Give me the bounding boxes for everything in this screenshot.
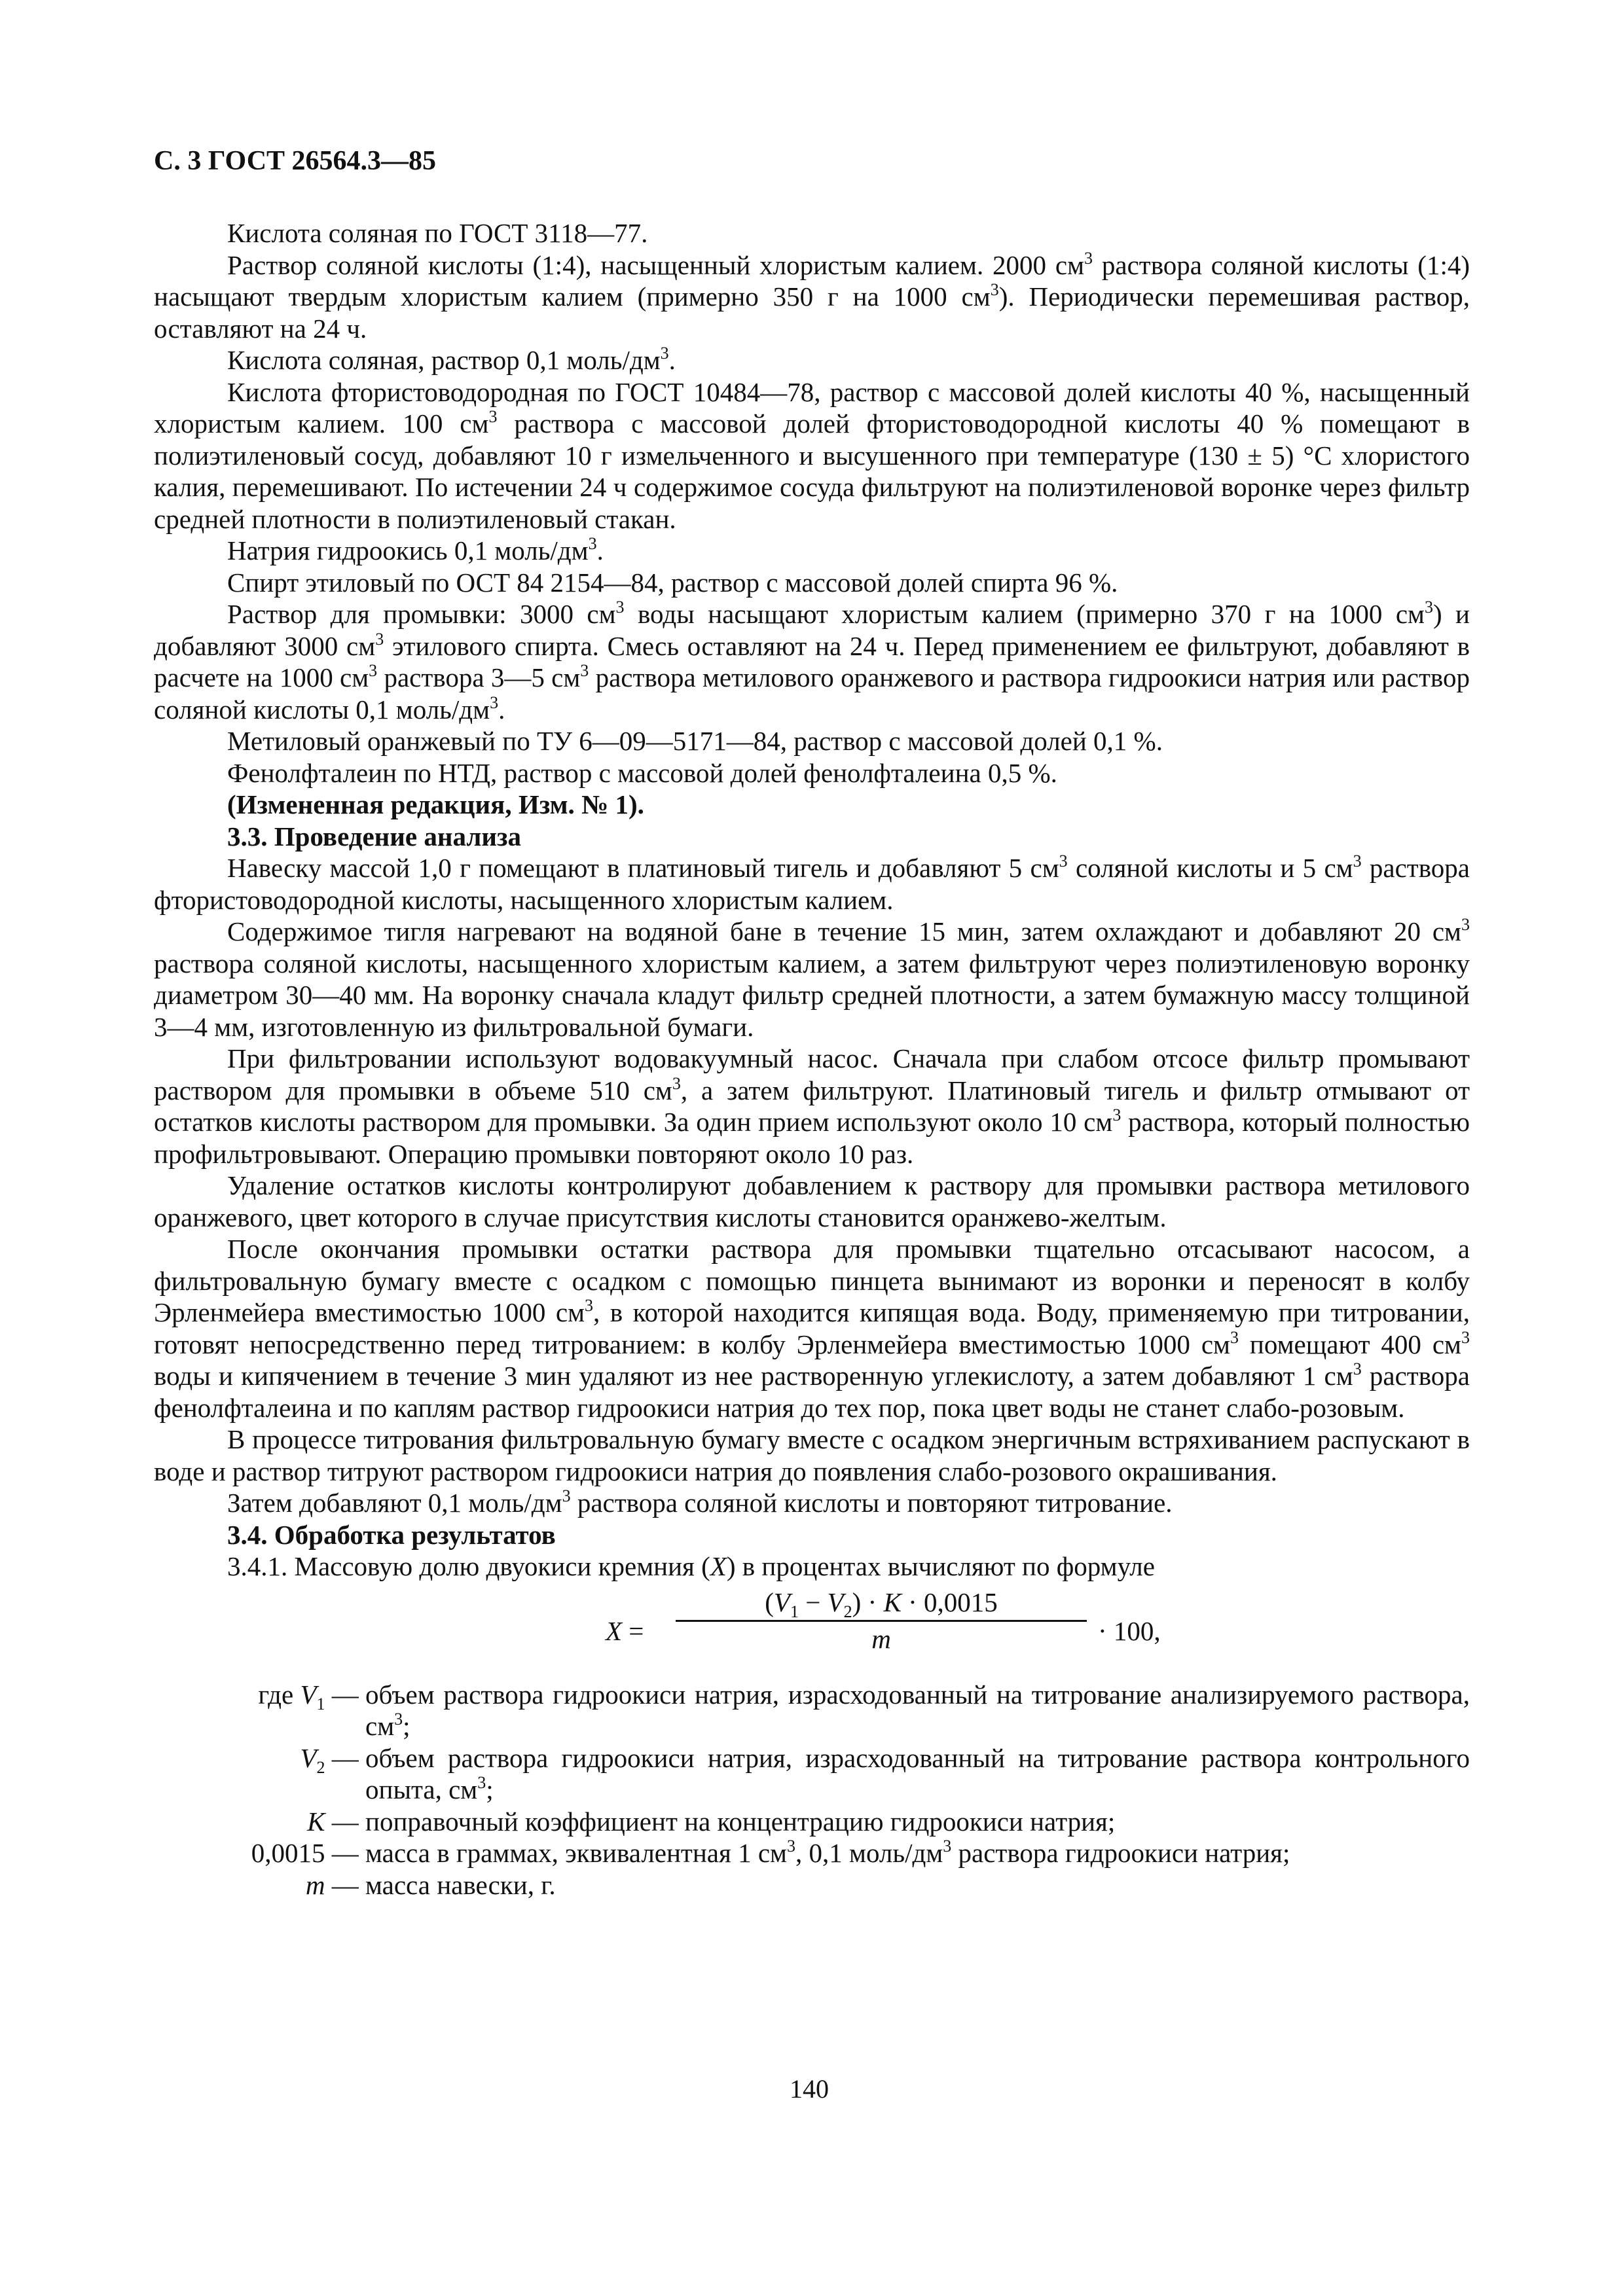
paragraph: В процессе титрования фильтровальную бумагу вместе с осадком энергичным встряхиванием распускают в воде и раствор титруют раствором гидроокиси натрия до появления слабо-розового окрашивания. <box>154 1424 1470 1486</box>
amendment-note: (Измененная редакция, Изм. № 1). <box>227 789 644 819</box>
paragraph: Содержимое тигля нагревают на водяной бане в течение 15 мин, затем охлаждают и добавляют 20 $см^3$ раствора соляной кислоты, насыщенного хлористым калием, а затем фильтруют через полиэтиленовую воронку диаметром 30—40 мм. На воронку сначала кладут фильтр средней плотности, а затем бумажную массу толщиной 3—4 мм, изготовленную из фильтровальной бумаги. <box>154 915 1470 1042</box>
legend-item-k: K — поправочный коэффициент на концентрацию гидроокиси натрия; <box>307 1806 1116 1837</box>
formula-denominator: m <box>871 1624 891 1654</box>
section-heading: 3.3. Проведение анализа <box>227 821 521 852</box>
paragraph: При фильтровании используют водовакуумный насос. Сначала при слабом отсосе фильтр промывают раствором для промывки в объеме 510 $см^3$, а затем фильтруют. Платиновый тигель и фильтр отмывают от остатков кислоты раствором для промывки. За один прием используют около 10 $см^3$ раствора, который полностью профильтровывают. Операцию промывки повторяют около 10 раз. <box>154 1043 1470 1169</box>
paragraph: Кислота соляная, раствор 0,1 моль/$дм^3$. <box>227 344 676 375</box>
formula-numerator: $(V_1 - V_2) \cdot K \cdot 0,0015$ <box>765 1587 998 1621</box>
formula-fraction <box>676 1587 1087 1655</box>
legend-item-v1: где $V_1$ — объем раствора гидроокиси натрия, израсходованный на титрование анализируемого раствора, $см^3$; <box>258 1679 1470 1741</box>
legend-item-v2: $V_2$ — объем раствора гидроокиси натрия, израсходованный на титрование раствора контрольного опыта, $см^3$; <box>300 1742 1470 1804</box>
paragraph: 3.4.1. Массовую долю двуокиси кремния (X) в процентах вычисляют по формуле <box>227 1551 1155 1581</box>
formula-legend <box>154 1679 1470 1901</box>
formula-rhs: · 100, <box>1098 1615 1161 1646</box>
document-body <box>154 217 1470 1901</box>
section-heading: 3.4. Обработка результатов <box>227 1519 556 1550</box>
paragraph: Раствор соляной кислоты (1:4), насыщенный хлористым калием. 2000 $см^3$ раствора соляной кислоты (1:4) насыщают твердым хлористым калием (примерно 350 г на 1000 $см^3$). Периодически перемешивая раствор, оставляют на 24 ч. <box>154 248 1470 344</box>
paragraph: Метиловый оранжевый по ТУ 6—09—5171—84, раствор с массовой долей 0,1 %. <box>227 726 1163 756</box>
paragraph: Фенолфталеин по НТД, раствор с массовой долей фенолфталеина 0,5 %. <box>227 757 1057 788</box>
legend-item-m: m — масса навески, г. <box>305 1869 556 1900</box>
page-number: 140 <box>790 2074 829 2104</box>
formula-lhs: X = <box>606 1615 644 1646</box>
paragraph: Раствор для промывки: 3000 $см^3$ воды насыщают хлористым калием (примерно 370 г на 1000 $см^3$) и добавляют 3000 $см^3$ этилового спирта. Смесь оставляют на 24 ч. Перед применением ее фильтруют, добавляют в расчете на 1000 $см^3$ раствора 3—5 $см^3$ раствора метилового оранжевого и раствора гидроокиси натрия или раствор соляной кислоты 0,1 моль/$дм^3$. <box>154 598 1470 725</box>
page-header: С. 3 ГОСТ 26564.3—85 <box>154 146 437 176</box>
legend-item-constant: 0,0015 — масса в граммах, эквивалентная 1 $см^3$, 0,1 моль/$дм^3$ раствора гидроокиси натрия; <box>251 1837 1290 1868</box>
paragraph: Кислота соляная по ГОСТ 3118—77. <box>227 218 648 248</box>
formula <box>154 1587 1470 1668</box>
paragraph: Удаление остатков кислоты контролируют добавлением к раствору для промывки раствора метилового оранжевого, цвет которого в случае присутствия кислоты становится оранжево-желтым. <box>154 1170 1470 1232</box>
paragraph: Спирт этиловый по ОСТ 84 2154—84, раствор с массовой долей спирта 96 %. <box>227 567 1118 598</box>
paragraph: После окончания промывки остатки раствора для промывки тщательно отсасывают насосом, а фильтровальную бумагу вместе с осадком с помощью пинцета вынимают из воронки и переносят в колбу Эрленмейера вместимостью 1000 $см^3$, в которой находится кипящая вода. Воду, применяемую при титровании, готовят непосредственно перед титрованием: в колбу Эрленмейера вместимостью 1000 $см^3$ помещают 400 $см^3$ воды и кипячением в течение 3 мин удаляют из нее растворенную углекислоту, а затем добавляют 1 $см^3$ раствора фенолфталеина и по каплям раствор гидроокиси натрия до тех пор, пока цвет воды не станет слабо-розовым. <box>154 1234 1470 1423</box>
paragraph: Навеску массой 1,0 г помещают в платиновый тигель и добавляют 5 $см^3$ соляной кислоты и 5 $см^3$ раствора фтористоводородной кислоты, насыщенного хлористым калием. <box>154 852 1470 915</box>
paragraph: Натрия гидроокись 0,1 моль/$дм^3$. <box>227 534 604 565</box>
paragraph: Затем добавляют 0,1 моль/$дм^3$ раствора соляной кислоты и повторяют титрование. <box>227 1486 1173 1518</box>
paragraph: Кислота фтористоводородная по ГОСТ 10484—78, раствор с массовой долей кислоты 40 %, насыщенный хлористым калием. 100 $см^3$ раствора с массовой долей фтористоводородной кислоты 40 % помещают в полиэтиленовый сосуд, добавляют 10 г измельченного и высушенного при температуре (130 ± 5) °С хлористого калия, перемешивают. По истечении 24 ч содержимое сосуда фильтруют на полиэтиленовой воронке через фильтр средней плотности в полиэтиленовый стакан. <box>154 376 1470 534</box>
fraction-bar <box>676 1620 1087 1622</box>
